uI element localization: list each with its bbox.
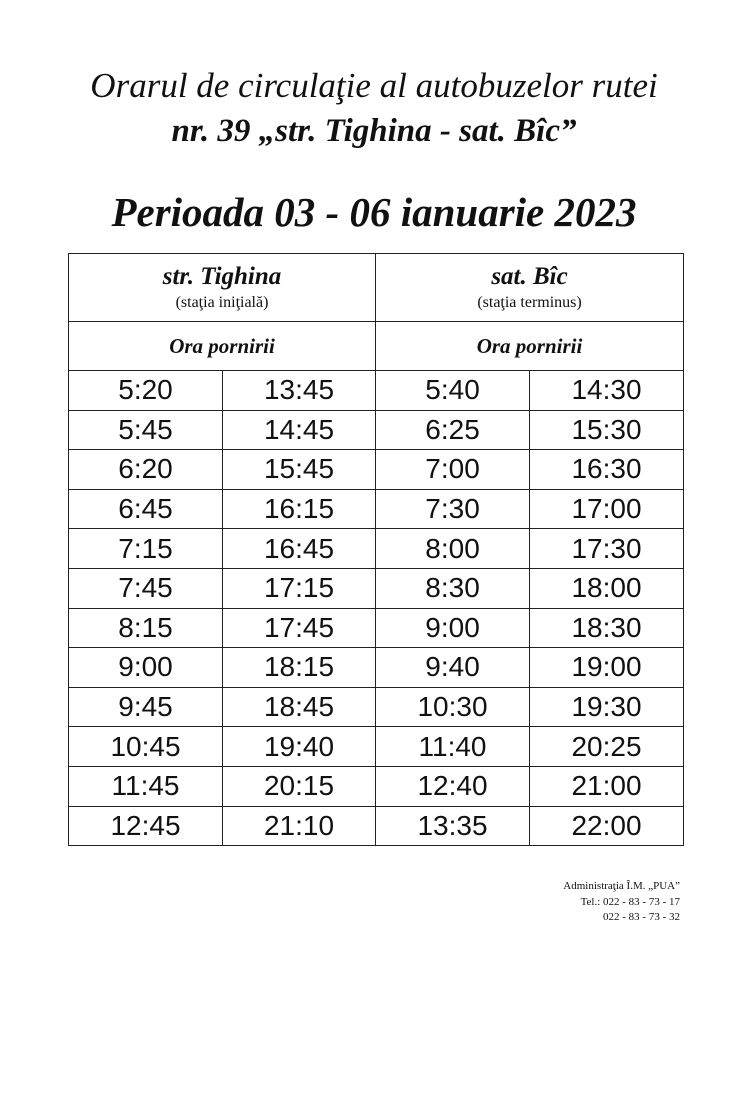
terminus-departure-header: Ora pornirii: [376, 322, 684, 371]
origin-stop-header: [69, 254, 376, 322]
time-cell: 16:45: [223, 529, 376, 569]
table-row: [69, 806, 684, 846]
time-cell: 19:30: [530, 687, 684, 727]
footer-phone-1: Tel.: 022 - 83 - 73 - 17: [580, 895, 680, 908]
time-cell: 19:40: [223, 727, 376, 767]
time-cell: 15:45: [223, 450, 376, 490]
time-cell: 9:00: [376, 608, 530, 648]
table-row: [69, 410, 684, 450]
table-row: [69, 687, 684, 727]
terminus-stop-note: (staţia terminus): [477, 293, 582, 311]
time-cell: 19:00: [530, 648, 684, 688]
time-cell: 7:45: [69, 568, 223, 608]
time-cell: 6:45: [69, 489, 223, 529]
time-cell: 6:20: [69, 450, 223, 490]
timetable-body: [69, 371, 684, 846]
time-cell: 21:10: [223, 806, 376, 846]
time-cell: 21:00: [530, 766, 684, 806]
time-cell: 17:15: [223, 568, 376, 608]
time-cell: 10:45: [69, 727, 223, 767]
terminus-stop-name: sat. Bîc: [491, 262, 568, 290]
table-row: [69, 766, 684, 806]
time-cell: 9:40: [376, 648, 530, 688]
time-cell: 14:45: [223, 410, 376, 450]
time-cell: 13:35: [376, 806, 530, 846]
time-cell: 14:30: [530, 371, 684, 411]
time-cell: 17:45: [223, 608, 376, 648]
time-cell: 9:00: [69, 648, 223, 688]
footer-admin: Administraţia Î.M. „PUA”: [563, 880, 680, 892]
time-cell: 10:30: [376, 687, 530, 727]
origin-departure-header: Ora pornirii: [69, 322, 376, 371]
time-cell: 17:30: [530, 529, 684, 569]
table-row: [69, 489, 684, 529]
time-cell: 5:40: [376, 371, 530, 411]
terminus-stop-header: [376, 254, 684, 322]
time-cell: 18:30: [530, 608, 684, 648]
time-cell: 18:45: [223, 687, 376, 727]
table-row: [69, 727, 684, 767]
origin-stop-note: (staţia iniţială): [175, 293, 269, 311]
time-cell: 16:30: [530, 450, 684, 490]
time-cell: 22:00: [530, 806, 684, 846]
time-cell: 7:15: [69, 529, 223, 569]
time-cell: 8:15: [69, 608, 223, 648]
table-row: [69, 568, 684, 608]
time-cell: 16:15: [223, 489, 376, 529]
time-cell: 18:00: [530, 568, 684, 608]
time-cell: 7:30: [376, 489, 530, 529]
time-cell: 18:15: [223, 648, 376, 688]
time-cell: 20:15: [223, 766, 376, 806]
time-cell: 8:00: [376, 529, 530, 569]
time-cell: 5:45: [69, 410, 223, 450]
time-cell: 12:45: [69, 806, 223, 846]
timetable: [68, 253, 684, 846]
time-cell: 6:25: [376, 410, 530, 450]
stops-header-row: [69, 254, 684, 322]
footer: [480, 879, 680, 926]
table-row: [69, 608, 684, 648]
origin-stop-name: str. Tighina: [162, 262, 282, 290]
time-cell: 15:30: [530, 410, 684, 450]
time-cell: 7:00: [376, 450, 530, 490]
table-row: [69, 529, 684, 569]
time-cell: 13:45: [223, 371, 376, 411]
time-cell: 11:40: [376, 727, 530, 767]
table-row: [69, 371, 684, 411]
footer-phone-2: 022 - 83 - 73 - 32: [603, 911, 680, 923]
departure-header-row: [69, 322, 684, 371]
time-cell: 20:25: [530, 727, 684, 767]
route-title: nr. 39 „str. Tighina - sat. Bîc”: [171, 113, 577, 149]
time-cell: 17:00: [530, 489, 684, 529]
period-heading: Perioada 03 - 06 ianuarie 2023: [111, 189, 637, 235]
time-cell: 8:30: [376, 568, 530, 608]
time-cell: 5:20: [69, 371, 223, 411]
table-row: [69, 648, 684, 688]
time-cell: 11:45: [69, 766, 223, 806]
table-row: [69, 450, 684, 490]
time-cell: 12:40: [376, 766, 530, 806]
time-cell: 9:45: [69, 687, 223, 727]
title-line-1: Orarul de circulaţie al autobuzelor rutei: [90, 66, 658, 105]
